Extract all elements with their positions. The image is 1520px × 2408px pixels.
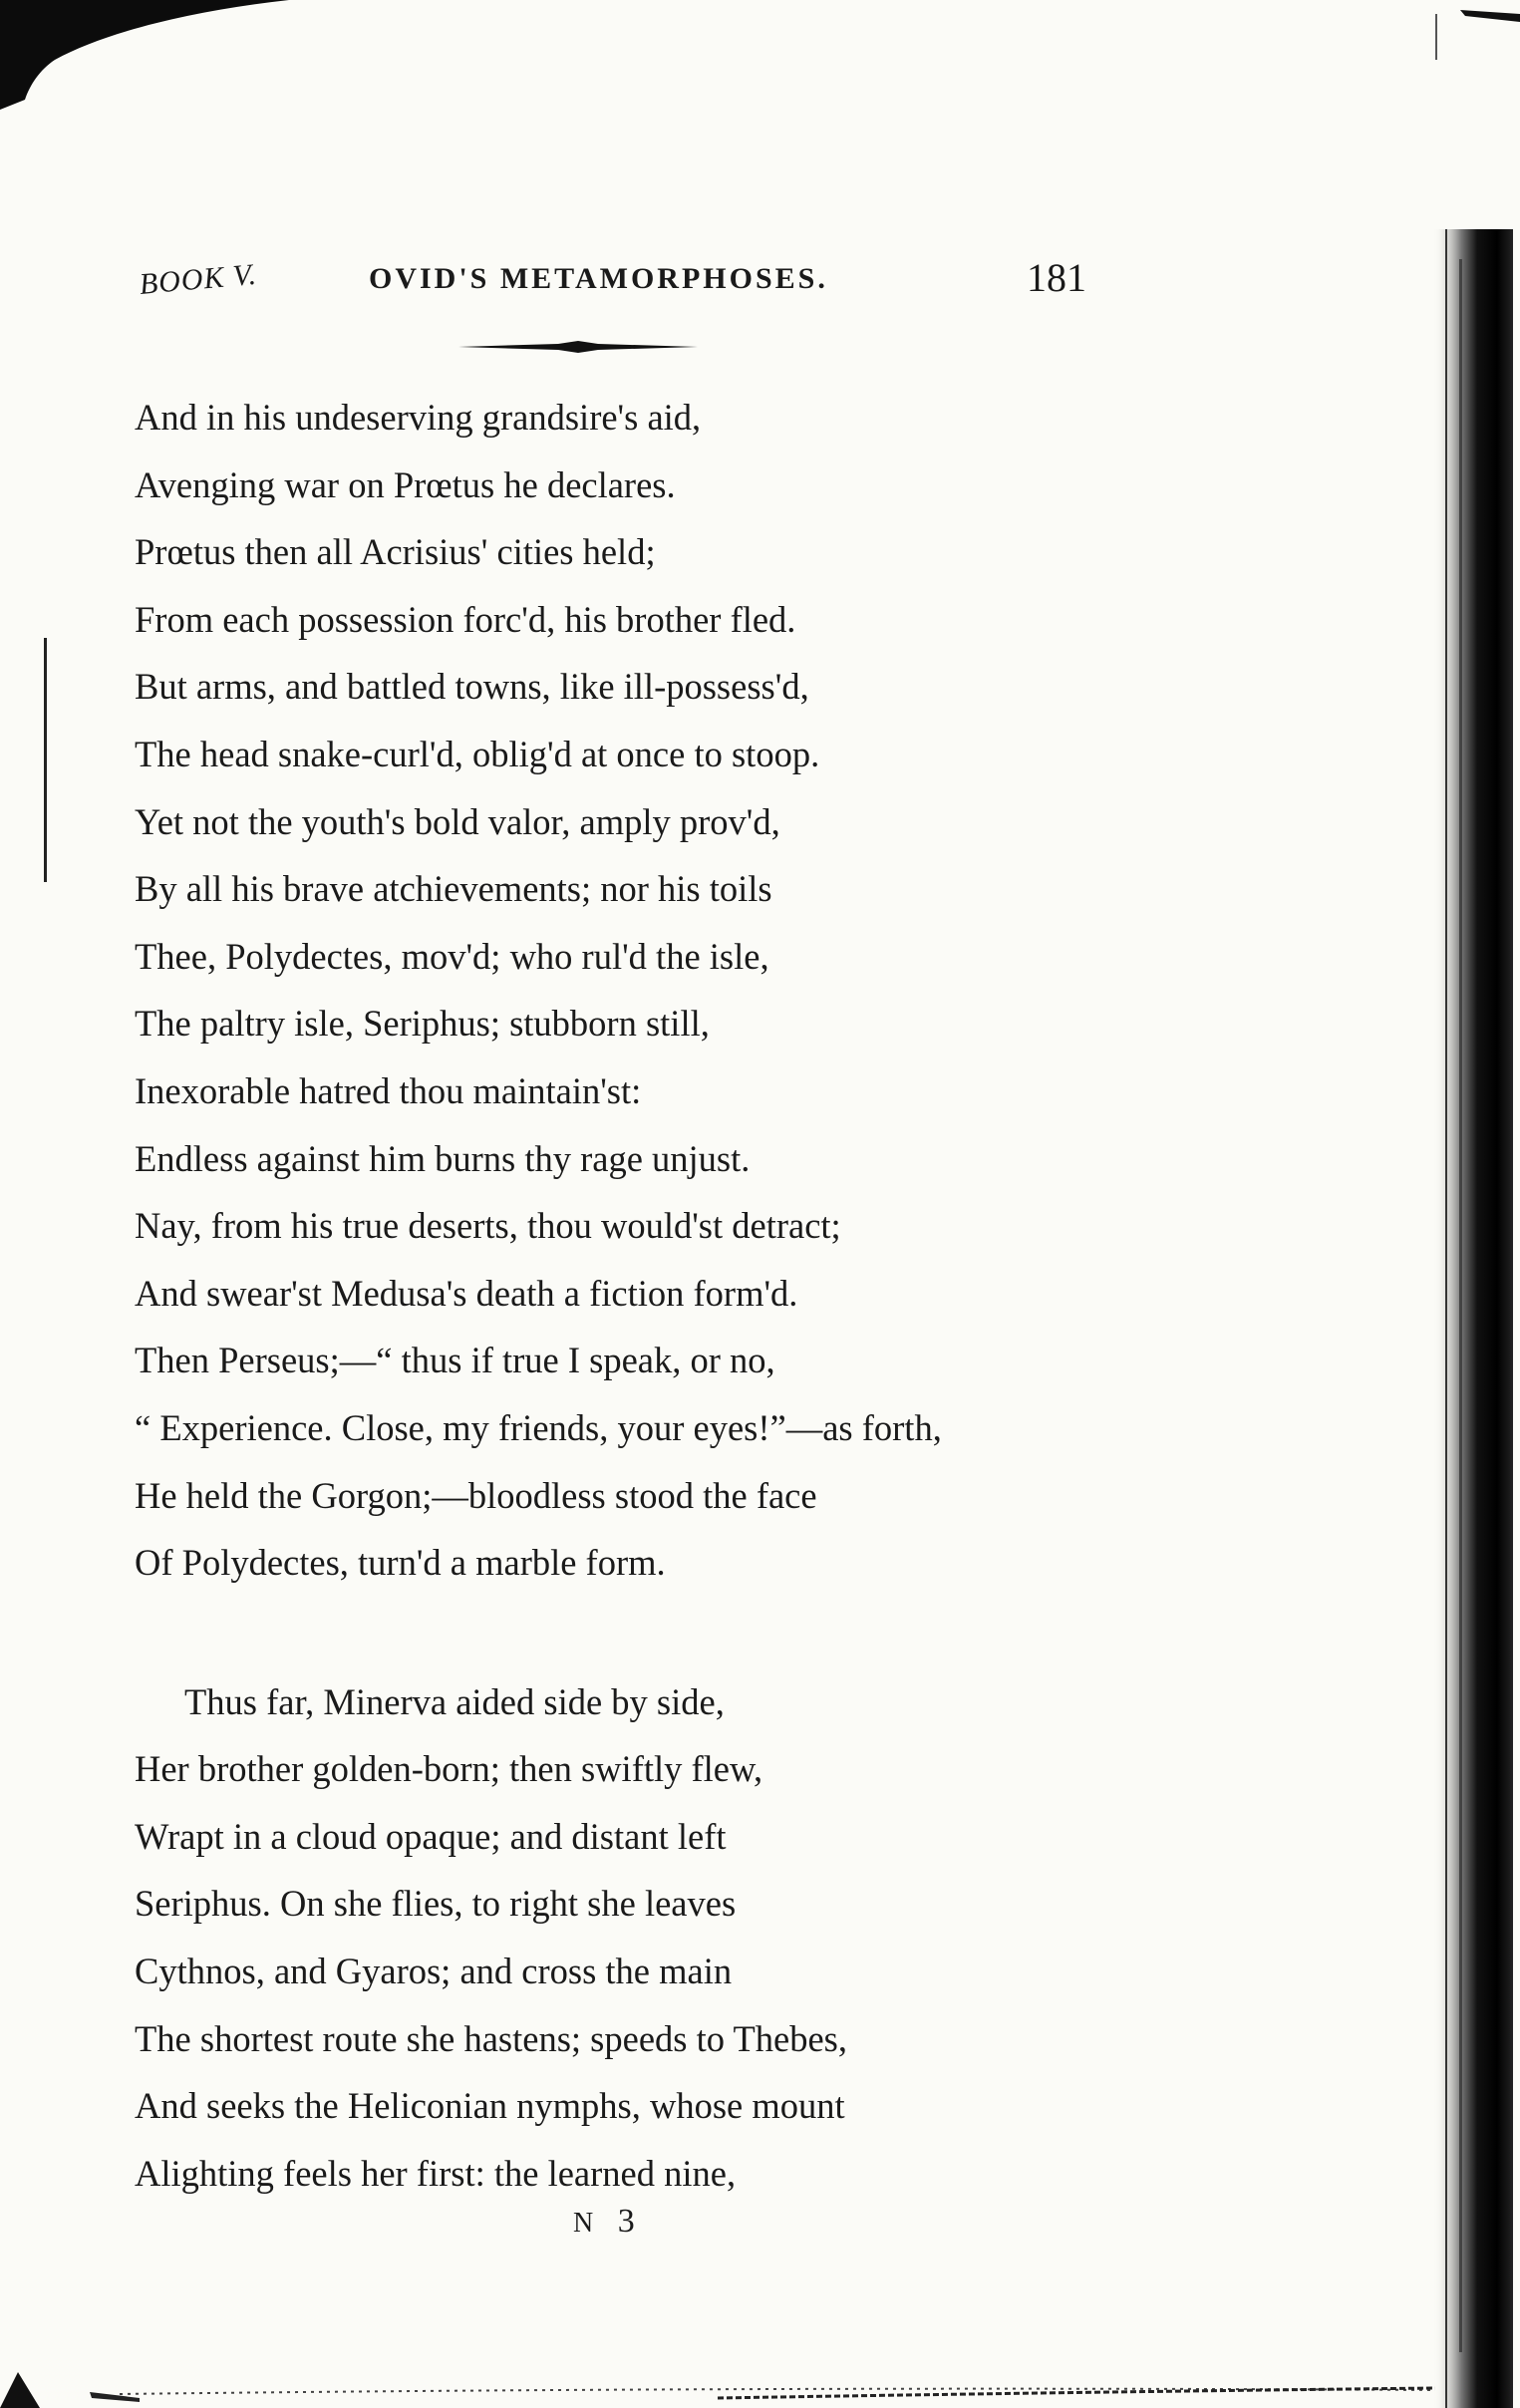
- signature-mark: [573, 2203, 643, 2241]
- verse-line: But arms, and battled towns, like ill-possess'd,: [135, 666, 809, 708]
- signature-letter: N: [573, 2208, 602, 2239]
- verse-line: Thus far, Minerva aided side by side,: [184, 1680, 725, 1722]
- verse-line: Yet not the youth's bold valor, amply prov'd,: [135, 800, 780, 842]
- verse-line: From each possession forc'd, his brother fled.: [135, 598, 796, 640]
- verse-line: And in his undeserving grandsire's aid,: [135, 397, 702, 438]
- verse-line: Seriphus. On she flies, to right she leaves: [135, 1883, 737, 1925]
- page-number: 181: [1027, 255, 1086, 300]
- scan-shadow-top-left: [0, 0, 289, 110]
- verse-line: Nay, from his true deserts, thou would'st detract;: [135, 1205, 841, 1247]
- running-title: OVID'S METAMORPHOSES.: [369, 262, 828, 295]
- scan-spine-shadow: [1425, 0, 1520, 2408]
- verse-line: By all his brave atchievements; nor his toils: [135, 868, 772, 910]
- verse-line: Cythnos, and Gyaros; and cross the main: [135, 1951, 733, 1992]
- verse-line: Of Polydectes, turn'd a marble form.: [135, 1542, 666, 1584]
- verse-line: Thee, Polydectes, mov'd; who rul'd the isle,: [135, 935, 769, 977]
- scan-edge-bottom: [120, 2380, 1435, 2408]
- verse-line: Then Perseus;—“ thus if true I speak, or no,: [135, 1340, 775, 1381]
- verse-line: Endless against him burns thy rage unjust.: [135, 1137, 751, 1179]
- verse-line: Alighting feels her first: the learned nine,: [135, 2152, 737, 2194]
- stanza-break: [135, 1597, 1131, 1668]
- signature-number: 3: [617, 2203, 643, 2240]
- verse-line: And swear'st Medusa's death a fiction form'd.: [135, 1272, 798, 1314]
- verse-line: Avenging war on Prœtus he declares.: [135, 463, 676, 505]
- verse-line: The paltry isle, Seriphus; stubborn still,: [135, 1003, 710, 1045]
- verse-line: Prœtus then all Acrisius' cities held;: [135, 531, 656, 573]
- verse-line: Wrapt in a cloud opaque; and distant left: [135, 1815, 727, 1857]
- verse-line: “ Experience. Close, my friends, your eyes!”—as forth,: [135, 1406, 942, 1448]
- book-label: BOOK V.: [138, 257, 259, 301]
- verse-line: Inexorable hatred thou maintain'st:: [135, 1069, 642, 1111]
- scan-shadow-bottom-left: [0, 2332, 140, 2408]
- margin-rule-mark: [44, 638, 47, 882]
- verse-line: Her brother golden-born; then swiftly flew,: [135, 1748, 763, 1790]
- verse-line: He held the Gorgon;—bloodless stood the face: [135, 1474, 817, 1516]
- verse-line: And seeks the Heliconian nymphs, whose mount: [135, 2085, 845, 2127]
- running-head: [140, 254, 1126, 314]
- header-rule-ornament: [458, 339, 698, 355]
- verse-body: [135, 384, 1131, 2207]
- verse-line: The shortest route she hastens; speeds to Thebes,: [135, 2017, 847, 2059]
- verse-line: The head snake-curl'd, oblig'd at once to stoop.: [135, 733, 820, 774]
